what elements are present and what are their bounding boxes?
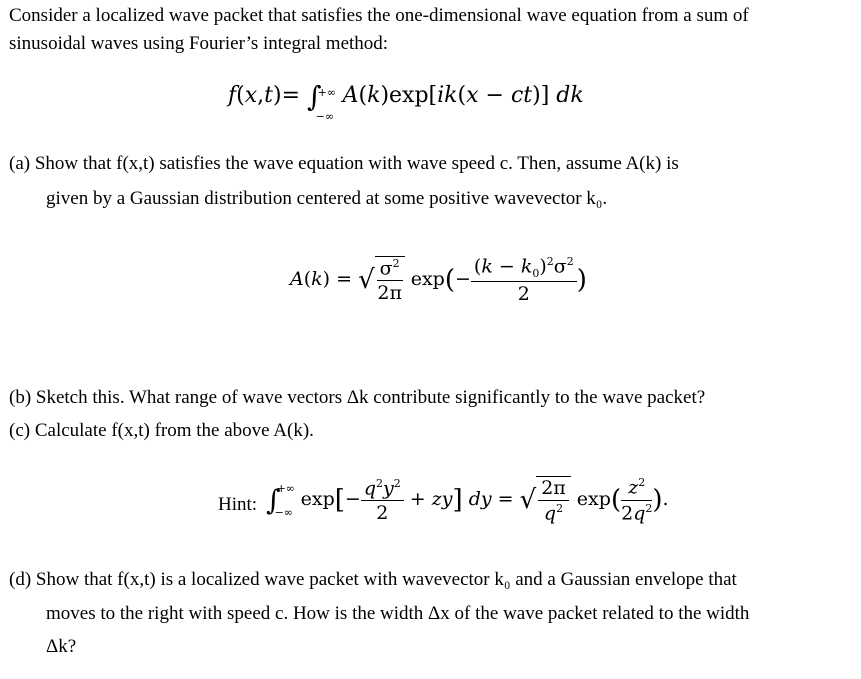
part-c: (c) Calculate f(x,t) from the above A(k). bbox=[9, 420, 314, 441]
part-d-line-1: (d) Show that f(x,t) is a localized wave packet with wavevector k₀ and a Gaussian envelope that bbox=[9, 569, 737, 590]
fourier-integral-equation: f(x,t)= ∫ +∞ −∞ A(k)exp[ik(x − ct)] dk bbox=[228, 80, 584, 123]
gaussian-equation: A(k) = √ $\frac{\sigma^2}{2\pi}$ exp(− $\frac{(k - k_0)^2\sigma^2}{2}$ ) bbox=[290, 255, 587, 306]
hint-equation: ∫ +∞ −∞ exp[− $\frac{q^2y^2}{2}$ + zy] dy = √ $\frac{2\pi}{q^2}$ exp( $\frac{z^2}{2q^2}$ ). bbox=[266, 476, 669, 525]
part-a-line-1: (a) Show that f(x,t) satisfies the wave equation with wave speed c. Then, assume A(k) is bbox=[9, 153, 679, 174]
hint-label: Hint: bbox=[218, 494, 258, 515]
part-d-line-3: Δk? bbox=[46, 636, 77, 657]
part-b: (b) Sketch this. What range of wave vectors Δk contribute significantly to the wave packet? bbox=[9, 387, 706, 408]
intro-line-2: sinusoidal waves using Fourier’s integral method: bbox=[9, 33, 389, 54]
part-a-line-2: given by a Gaussian distribution centered at some positive wavevector k₀. bbox=[46, 188, 608, 209]
part-d-line-2: moves to the right with speed c. How is the width Δx of the wave packet related to the width bbox=[46, 603, 750, 624]
intro-line-1: Consider a localized wave packet that satisfies the one-dimensional wave equation from a sum of bbox=[9, 5, 749, 26]
